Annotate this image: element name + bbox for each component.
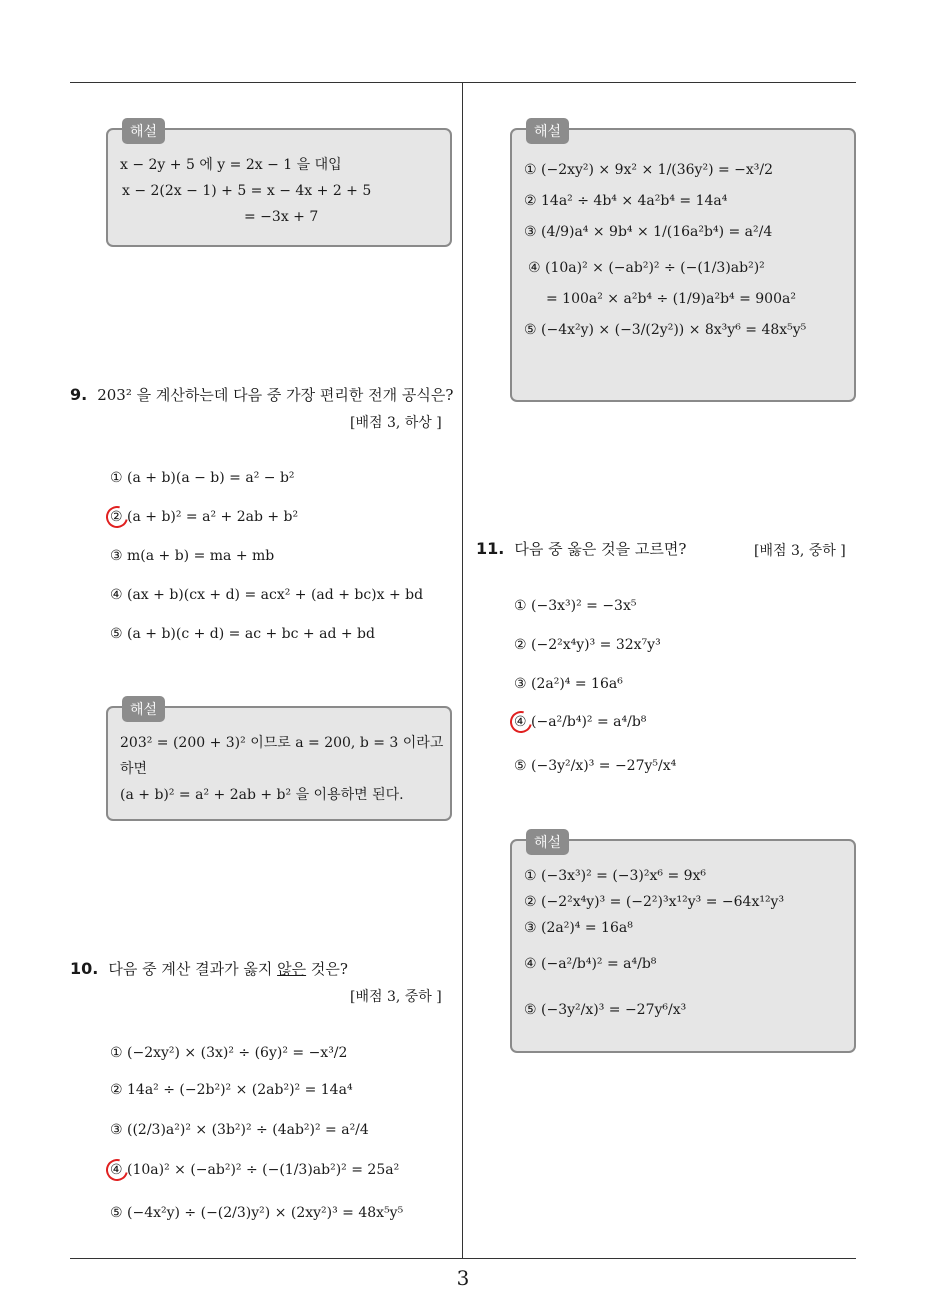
option-4[interactable]: ④ (10a)² × (−ab²)² ÷ (−(1/3)ab²)² = 25a² xyxy=(110,1162,400,1178)
solution-box-q10 xyxy=(510,124,856,402)
solution-line: = −3x + 7 xyxy=(244,209,319,225)
option-3[interactable]: ③ m(a + b) = ma + mb xyxy=(110,548,275,564)
option-1[interactable]: ① (−3x³)² = −3x⁵ xyxy=(514,598,637,614)
answer-mark xyxy=(102,502,132,532)
score-label: [배점 3, 중하 ] xyxy=(754,543,846,559)
bottom-rule xyxy=(70,1258,856,1259)
question-number: 10. xyxy=(70,959,99,978)
question-number: 11. xyxy=(476,539,505,558)
solution-box-q9 xyxy=(106,702,452,821)
question-emphasis: 않은 xyxy=(277,960,307,978)
question-9 xyxy=(70,384,453,405)
solution-line: ③ (4/9)a⁴ × 9b⁴ × 1/(16a²b⁴) = a²/4 xyxy=(524,224,773,240)
top-rule xyxy=(70,82,856,83)
score-label: [배점 3, 하상 ] xyxy=(350,415,442,431)
solution-box-q8 xyxy=(106,124,452,247)
solution-tag: 해설 xyxy=(526,829,569,855)
option-4[interactable]: ④ (−a²/b⁴)² = a⁴/b⁸ xyxy=(514,714,647,730)
question-10 xyxy=(70,958,348,979)
question-11 xyxy=(476,538,686,559)
solution-line: ④ (−a²/b⁴)² = a⁴/b⁸ xyxy=(524,956,657,972)
option-5[interactable]: ⑤ (−3y²/x)³ = −27y⁵/x⁴ xyxy=(514,758,677,774)
option-3[interactable]: ③ ((2/3)a²)² × (3b²)² ÷ (4ab²)² = a²/4 xyxy=(110,1122,369,1138)
option-5[interactable]: ⑤ (a + b)(c + d) = ac + bc + ad + bd xyxy=(110,626,375,642)
solution-line: 203² = (200 + 3)² 이므로 a = 200, b = 3 이라고 xyxy=(120,735,444,751)
option-1[interactable]: ① (a + b)(a − b) = a² − b² xyxy=(110,470,295,486)
solution-box-q11 xyxy=(510,835,856,1053)
solution-tag: 해설 xyxy=(526,118,569,144)
answer-mark xyxy=(506,707,536,737)
solution-line: (a + b)² = a² + 2ab + b² 을 이용하면 된다. xyxy=(120,787,404,803)
option-2[interactable]: ② 14a² ÷ (−2b²)² × (2ab²)² = 14a⁴ xyxy=(110,1082,353,1098)
question-text: 것은? xyxy=(306,960,348,978)
solution-line: ⑤ (−4x²y) × (−3/(2y²)) × 8x³y⁶ = 48x⁵y⁵ xyxy=(524,322,807,338)
solution-line: ① (−2xy²) × 9x² × 1/(36y²) = −x³/2 xyxy=(524,162,774,178)
column-divider xyxy=(462,83,463,1259)
question-number: 9. xyxy=(70,385,88,404)
question-text: 다음 중 옳은 것을 고르면? xyxy=(514,540,687,558)
option-3[interactable]: ③ (2a²)⁴ = 16a⁶ xyxy=(514,676,623,692)
question-text: 203² 을 계산하는데 다음 중 가장 편리한 전개 공식은? xyxy=(97,386,454,404)
solution-tag: 해설 xyxy=(122,118,165,144)
answer-mark xyxy=(102,1155,132,1185)
solution-tag: 해설 xyxy=(122,696,165,722)
option-4[interactable]: ④ (ax + b)(cx + d) = acx² + (ad + bc)x + bd xyxy=(110,587,424,603)
solution-line: ⑤ (−3y²/x)³ = −27y⁶/x³ xyxy=(524,1002,687,1018)
solution-line: x − 2(2x − 1) + 5 = x − 4x + 2 + 5 xyxy=(122,183,372,199)
option-1[interactable]: ① (−2xy²) × (3x)² ÷ (6y)² = −x³/2 xyxy=(110,1045,348,1061)
solution-line: ① (−3x³)² = (−3)²x⁶ = 9x⁶ xyxy=(524,868,707,884)
solution-line: = 100a² × a²b⁴ ÷ (1/9)a²b⁴ = 900a² xyxy=(546,291,796,307)
solution-line: 하면 xyxy=(120,761,148,777)
solution-line: ② (−2²x⁴y)³ = (−2²)³x¹²y³ = −64x¹²y³ xyxy=(524,894,785,910)
option-2[interactable]: ② (a + b)² = a² + 2ab + b² xyxy=(110,509,299,525)
solution-line: x − 2y + 5 에 y = 2x − 1 을 대입 xyxy=(120,157,342,173)
solution-line: ④ (10a)² × (−ab²)² ÷ (−(1/3)ab²)² xyxy=(528,260,765,276)
solution-line: ③ (2a²)⁴ = 16a⁸ xyxy=(524,920,633,936)
option-5[interactable]: ⑤ (−4x²y) ÷ (−(2/3)y²) × (2xy²)³ = 48x⁵y⁵ xyxy=(110,1205,404,1221)
solution-line: ② 14a² ÷ 4b⁴ × 4a²b⁴ = 14a⁴ xyxy=(524,193,728,209)
score-label: [배점 3, 중하 ] xyxy=(350,989,442,1005)
question-text: 다음 중 계산 결과가 옳지 xyxy=(108,960,278,978)
page-number: 3 xyxy=(456,1266,470,1290)
option-2[interactable]: ② (−2²x⁴y)³ = 32x⁷y³ xyxy=(514,637,661,653)
